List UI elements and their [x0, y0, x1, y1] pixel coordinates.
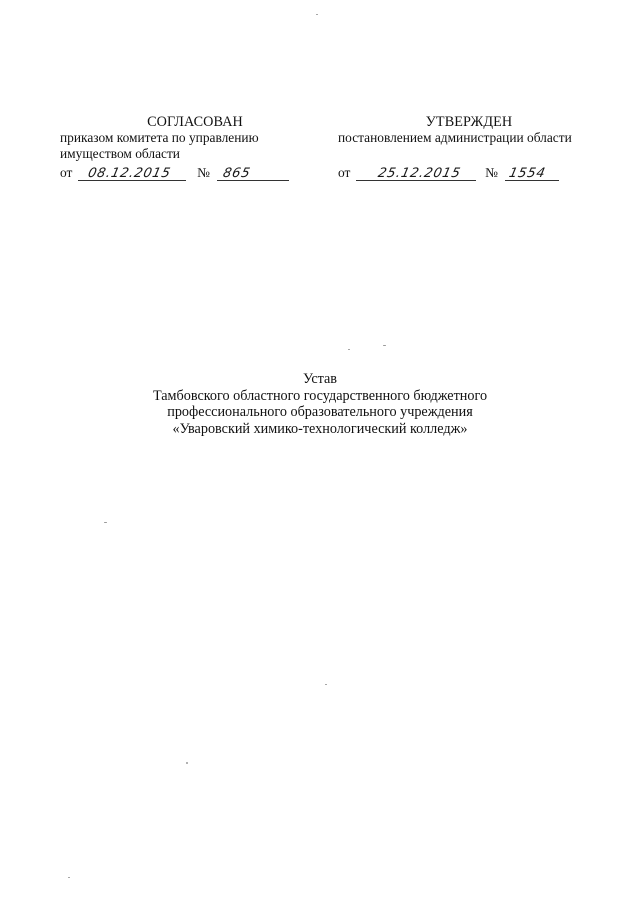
- approval-number-handwritten: 865: [221, 166, 253, 181]
- approval-block: [60, 114, 330, 181]
- scan-speck: [383, 345, 386, 346]
- scan-speck: [68, 877, 70, 878]
- scan-speck: [348, 349, 350, 350]
- confirmation-number-blank: [505, 166, 559, 181]
- document-title: [100, 371, 540, 437]
- approval-number-label: №: [197, 165, 210, 180]
- approval-date-prefix: от: [60, 165, 73, 180]
- confirmation-date-handwritten: 25.12.2015: [376, 166, 462, 181]
- scan-speck: [316, 14, 318, 15]
- approval-heading: СОГЛАСОВАН: [147, 114, 243, 130]
- approval-line-1: приказом комитета по управлению: [60, 130, 259, 145]
- title-line-3: профессионального образовательного учреждения: [167, 404, 473, 420]
- approval-date-handwritten: 08.12.2015: [86, 166, 172, 181]
- title-line-2: Тамбовского областного государственного бюджетного: [152, 387, 488, 404]
- confirmation-date-row: [338, 165, 600, 181]
- confirmation-date-prefix: от: [338, 165, 351, 180]
- scan-speck: [325, 684, 327, 685]
- title-line-1: Устав: [302, 371, 337, 387]
- confirmation-date-blank: [356, 166, 476, 181]
- approval-date-blank: [78, 166, 186, 181]
- confirmation-heading: УТВЕРЖДЕН: [425, 114, 513, 130]
- scan-speck: [104, 522, 107, 523]
- approval-date-row: [60, 165, 330, 181]
- approval-number-blank: [217, 166, 289, 181]
- confirmation-block: [338, 114, 600, 181]
- confirmation-line-1: постановлением администрации области: [338, 130, 572, 145]
- title-line-4: «Уваровский химико-технологический колледж»: [172, 420, 468, 437]
- approval-line-2: имуществом области: [60, 146, 180, 161]
- confirmation-number-handwritten: 1554: [507, 166, 548, 181]
- scan-speck: [186, 762, 188, 764]
- confirmation-number-label: №: [485, 165, 498, 180]
